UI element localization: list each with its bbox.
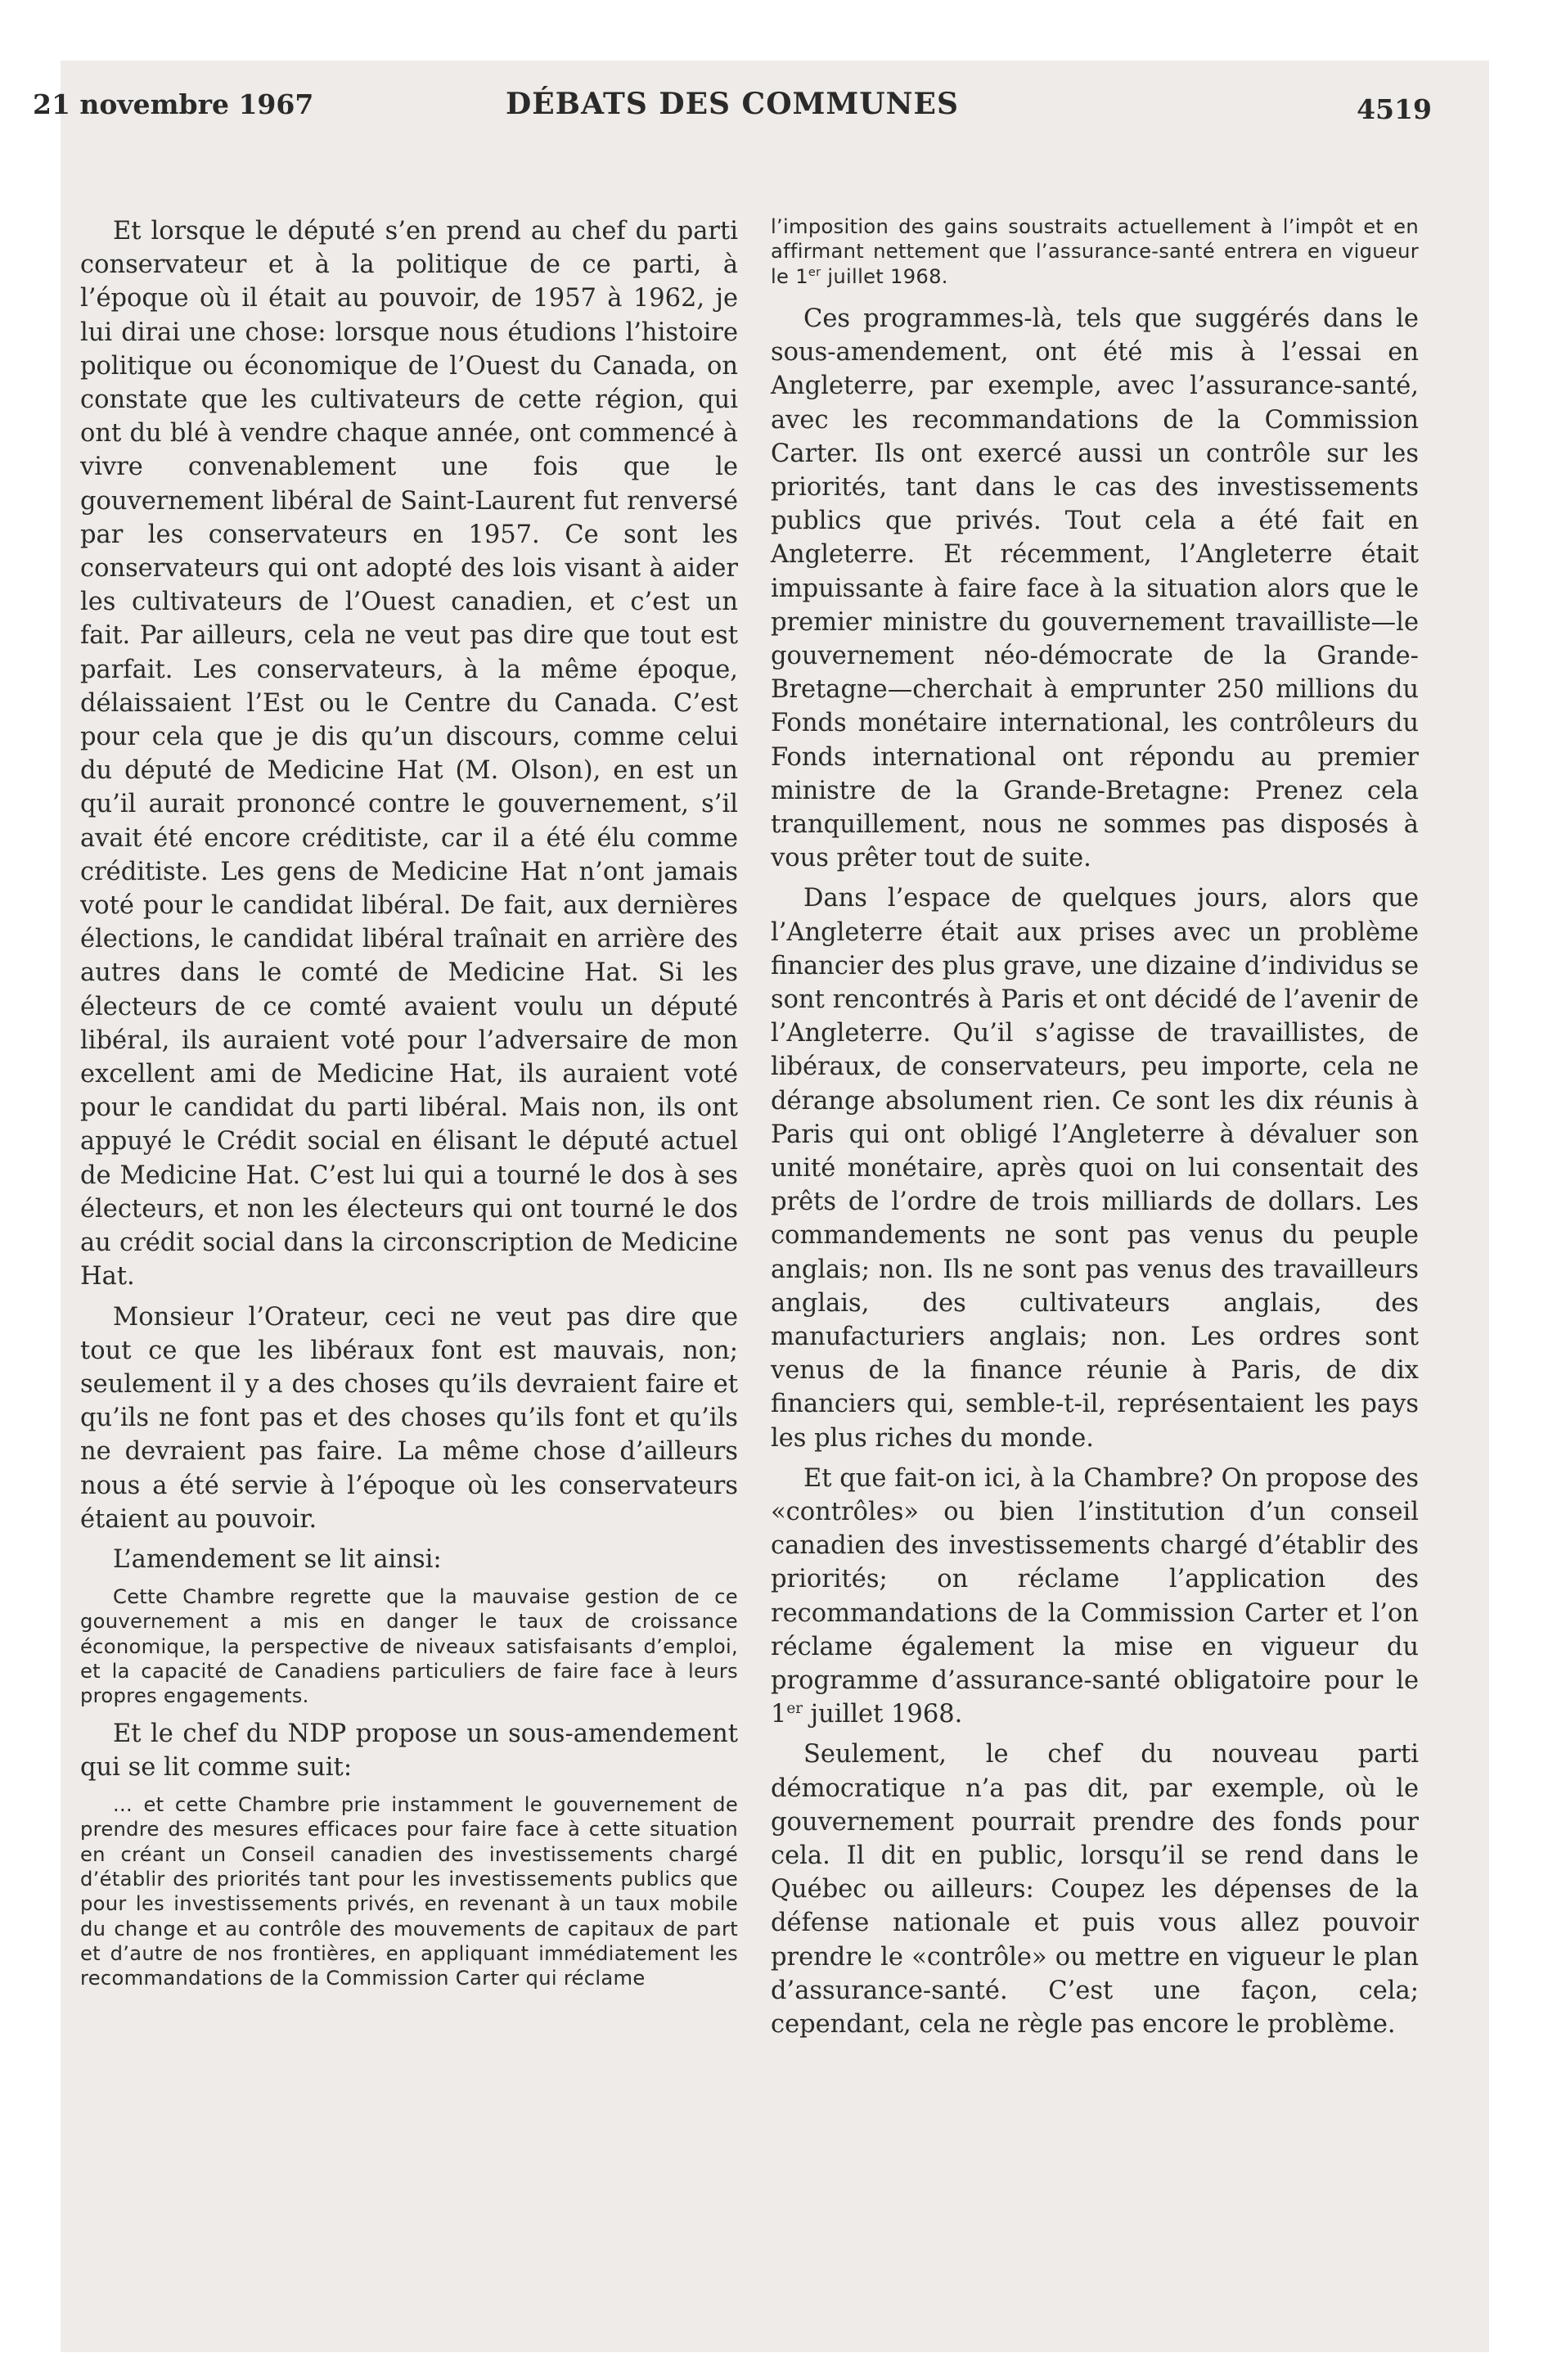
amendment-quote: Cette Chambre regrette que la mauvaise gestion de ce gouvernement a mis en danger le taux de croissance économique, la perspective de niveaux satisfaisants d’emploi, et la capacité de Canadiens particuliers de faire face à leurs propres engagements. xyxy=(80,1585,738,1708)
subamendment-quote: ... et cette Chambre prie instamment le gouvernement de prendre des mesures efficaces pour faire face à cette situation en créant un Conseil canadien des investissements chargé d’établir des priorités tant pour les investissements publics que pour les investissements privés, en revenant à un taux mobile du change et au contrôle des mouvements de capitaux de part et d’autre de nos frontières, en appliquant immédiatement les recommandations de la Commission Carter qui réclame xyxy=(80,1793,738,1990)
paragraph: Et le chef du NDP propose un sous-amendement qui se lit comme suit: xyxy=(80,1719,738,1782)
right-column xyxy=(771,214,1419,2041)
header-title: DÉBATS DES COMMUNES xyxy=(505,87,959,121)
paragraph: Et lorsque le député s’en prend au chef du parti conservateur et à la politique de ce parti, à l’époque où il était au pouvoir, de 1957 à 1962, je lui dirai une chose: lorsque nous étudions l’histoire politique ou économique de l’Ouest du Canada, on constate que les cultivateurs de cette région, qui ont du blé à vendre chaque année, ont commencé à vivre convenablement une fois que le gouvernement libéral de Saint-Laurent fut renversé par les conservateurs en 1957. Ce sont les conservateurs qui ont adopté des lois visant à aider les cultivateurs de l’Ouest canadien, et c’est un fait. Par ailleurs, cela ne veut pas dire que tout est parfait. Les conservateurs, à la même époque, délaissaient l’Est ou le Centre du Canada. C’est pour cela que je dis qu’un discours, comme celui du député de Medicine Hat (M. Olson), en est un qu’il aurait prononcé contre le gouvernement, s’il avait été encore créditiste, car il a été élu comme créditiste. Les gens de Medicine Hat n’ont jamais voté pour le candidat libéral. De fait, aux dernières élections, le candidat libéral traînait en arrière des autres dans le comté de Medicine Hat. Si les électeurs de ce comté avaient voulu un député libéral, ils auraient voté pour l’adversaire de mon excellent ami de Medicine Hat, ils auraient voté pour le candidat du parti libéral. Mais non, ils ont appuyé le Crédit social en élisant le député actuel de Medicine Hat. C’est lui qui a tourné le dos à ses électeurs, et non les électeurs qui ont tourné le dos au crédit social dans la circonscription de Medicine Hat. xyxy=(80,217,738,1291)
subamendment-quote-continued: l’imposition des gains soustraits actuellement à l’impôt et en affirmant nettement que l’assurance-santé entrera en vigueur le 1er juillet 1968. xyxy=(771,215,1419,288)
header-date: 21 novembre 1967 xyxy=(33,88,314,120)
paragraph: Monsieur l’Orateur, ceci ne veut pas dire que tout ce que les libéraux font est mauvais, non; seulement il y a des choses qu’ils devraient faire et qu’ils ne font pas et des choses qu’ils font et qu’ils ne devraient pas faire. La même chose d’ailleurs nous a été servie à l’époque où les conservateurs étaient au pouvoir. xyxy=(80,1302,738,1534)
page-header xyxy=(33,83,1432,126)
paragraph: Et que fait-on ici, à la Chambre? On propose des «contrôles» ou bien l’institution d’un conseil canadien des investissements chargé d’établir des priorités; on réclame l’application des recommandations de la Commission Carter et l’on réclame également la mise en vigueur du programme d’assurance-santé obligatoire pour le 1er juillet 1968. xyxy=(771,1463,1419,1729)
paragraph: Ces programmes-là, tels que suggérés dans le sous-amendement, ont été mis à l’essai en Angleterre, par exemple, avec l’assurance-santé, avec les recommandations de la Commission Carter. Ils ont exercé aussi un contrôle sur les priorités, tant dans le cas des investissements publics que privés. Tout cela a été fait en Angleterre. Et récemment, l’Angleterre était impuissante à faire face à la situation alors que le premier ministre du gouvernement travailliste—le gouvernement néo-démocrate de la Grande-Bretagne—cherchait à emprunter 250 millions du Fonds monétaire international, les contrôleurs du Fonds international ont répondu au premier ministre de la Grande-Bretagne: Prenez cela tranquillement, nous ne sommes pas disposés à vous prêter tout de suite. xyxy=(771,304,1419,873)
paragraph: L’amendement se lit ainsi: xyxy=(113,1544,442,1574)
paragraph: Seulement, le chef du nouveau parti démocratique n’a pas dit, par exemple, où le gouvernement pourrait prendre des fonds pour cela. Il dit en public, lorsqu’il se rend dans le Québec ou ailleurs: Coupez les dépenses de la défense nationale et puis vous allez pouvoir prendre le «contrôle» ou mettre en vigueur le plan d’assurance-santé. C’est une façon, cela; cependant, cela ne règle pas encore le problème. xyxy=(771,1740,1419,2040)
page-number: 4519 xyxy=(1357,93,1432,125)
paragraph: Dans l’espace de quelques jours, alors que l’Angleterre était aux prises avec un problème financier des plus grave, une dizaine d’individus se sont rencontrés à Paris et ont décidé de l’avenir de l’Angleterre. Qu’il s’agisse de travaillistes, de libéraux, de conservateurs, peu importe, cela ne dérange absolument rien. Ce sont les dix réunis à Paris qui ont obligé l’Angleterre à dévaluer son unité monétaire, après quoi on lui consentait des prêts de l’ordre de trois milliards de dollars. Les commandements ne sont pas venus du peuple anglais; non. Ils ne sont pas venus des travailleurs anglais, des cultivateurs anglais, des manufacturiers anglais; non. Les ordres sont venus de la finance réunie à Paris, de dix financiers qui, semble-t-il, représentaient les pays les plus riches du monde. xyxy=(771,884,1419,1453)
left-column xyxy=(80,214,738,1999)
